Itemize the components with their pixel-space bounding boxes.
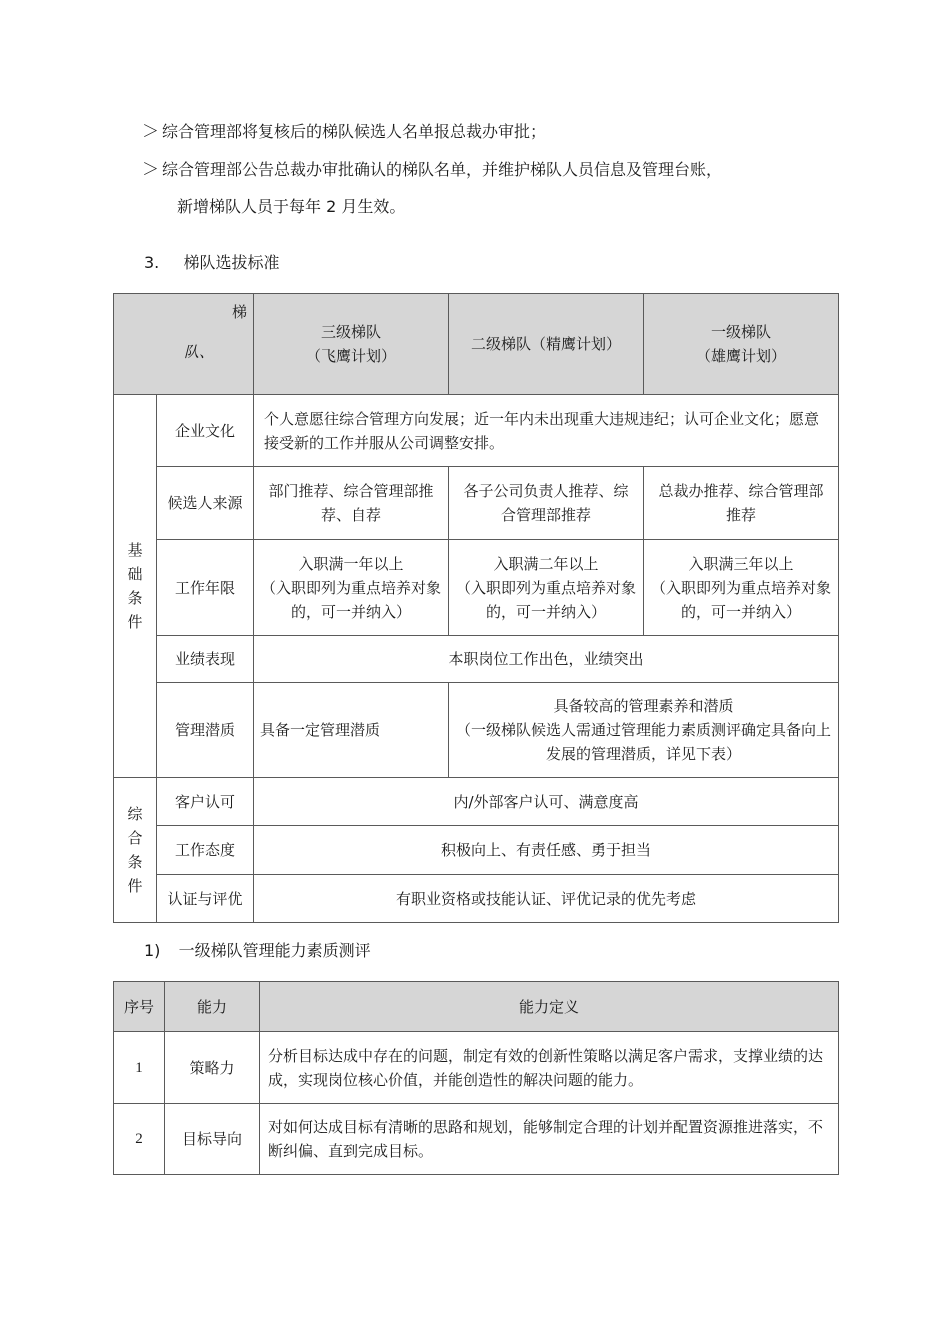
bullet-arrow-icon: ＞ <box>142 122 159 142</box>
table-row <box>114 1104 839 1175</box>
cell: 积极向上、有责任感、勇于担当 <box>254 826 839 875</box>
cell: 部门推荐、综合管理部推荐、自荐 <box>254 467 449 540</box>
subsection-number: 1) <box>144 941 161 960</box>
table-row <box>114 395 839 467</box>
section-title: 梯队选拔标准 <box>183 253 280 272</box>
row-label: 认证与评优 <box>157 875 254 923</box>
row-number: 2 <box>114 1104 165 1175</box>
corner-cell <box>114 294 254 395</box>
row-label: 企业文化 <box>157 395 254 467</box>
header-level1: 一级梯队 （雄鹰计划） <box>644 294 839 395</box>
table-row <box>114 540 839 636</box>
table-row <box>114 683 839 778</box>
table-row <box>114 467 839 540</box>
bullet-text: 综合管理部将复核后的梯队候选人名单报总裁办审批； <box>162 122 547 141</box>
cell: 入职满二年以上 （入职即列为重点培养对象的，可一并纳入） <box>449 540 644 636</box>
section-number: 3. <box>144 253 160 272</box>
selection-criteria-table <box>113 293 839 923</box>
row-number: 1 <box>114 1032 165 1104</box>
table-row <box>114 826 839 875</box>
cell: 有职业资格或技能认证、评优记录的优先考虑 <box>254 875 839 923</box>
ability-definition: 分析目标达成中存在的问题，制定有效的创新性策略以满足客户需求，支撑业绩的达成，实现岗位核心价值，并能创造性的解决问题的能力。 <box>260 1032 839 1104</box>
table-header-row <box>114 294 839 395</box>
table-row <box>114 1032 839 1104</box>
bullet-item <box>142 119 546 145</box>
table-row <box>114 778 839 826</box>
ability-name: 目标导向 <box>165 1104 260 1175</box>
row-label: 业绩表现 <box>157 636 254 683</box>
corner-bottom-text: 队、 <box>184 343 215 361</box>
ability-name: 策略力 <box>165 1032 260 1104</box>
corner-top-text: 梯 <box>231 303 247 321</box>
row-label: 客户认可 <box>157 778 254 826</box>
cell: 具备较高的管理素养和潜质 （一级梯队候选人需通过管理能力素质测评确定具备向上发展的管理潜质，详见下表） <box>449 683 839 778</box>
header-ability: 能力 <box>165 982 260 1032</box>
header-level2: 二级梯队（精鹰计划） <box>449 294 644 395</box>
row-label: 工作态度 <box>157 826 254 875</box>
cell: 各子公司负责人推荐、综合管理部推荐 <box>449 467 644 540</box>
group-basic: 基础条件 <box>114 395 157 778</box>
row-label: 管理潜质 <box>157 683 254 778</box>
culture-text: 个人意愿往综合管理方向发展；近一年内未出现重大违规违纪；认可企业文化；愿意接受新的工作并服从公司调整安排。 <box>254 395 839 467</box>
bullet-continuation: 新增梯队人员于每年 2 月生效。 <box>177 197 406 216</box>
subsection-title: 一级梯队管理能力素质测评 <box>178 941 371 960</box>
row-label: 候选人来源 <box>157 467 254 540</box>
ability-definition: 对如何达成目标有清晰的思路和规划，能够制定合理的计划并配置资源推进落实，不断纠偏、直到完成目标。 <box>260 1104 839 1175</box>
bullet-text: 综合管理部公告总裁办审批确认的梯队名单，并维护梯队人员信息及管理台账， <box>162 160 723 179</box>
header-definition: 能力定义 <box>260 982 839 1032</box>
cell: 入职满一年以上 （入职即列为重点培养对象的，可一并纳入） <box>254 540 449 636</box>
ability-assessment-table <box>113 981 839 1175</box>
table-header-row <box>114 982 839 1032</box>
header-no: 序号 <box>114 982 165 1032</box>
group-comprehensive: 综合条件 <box>114 778 157 923</box>
subsection-heading <box>144 938 371 961</box>
cell: 本职岗位工作出色，业绩突出 <box>254 636 839 683</box>
cell: 总裁办推荐、综合管理部推荐 <box>644 467 839 540</box>
table-row <box>114 636 839 683</box>
cell: 入职满三年以上 （入职即列为重点培养对象的，可一并纳入） <box>644 540 839 636</box>
bullet-arrow-icon: ＞ <box>142 160 159 180</box>
header-level3: 三级梯队 （飞鹰计划） <box>254 294 449 395</box>
row-label: 工作年限 <box>157 540 254 636</box>
cell: 具备一定管理潜质 <box>254 683 449 778</box>
section-heading <box>144 250 279 273</box>
table-row <box>114 875 839 923</box>
cell: 内/外部客户认可、满意度高 <box>254 778 839 826</box>
bullet-item <box>142 157 722 183</box>
